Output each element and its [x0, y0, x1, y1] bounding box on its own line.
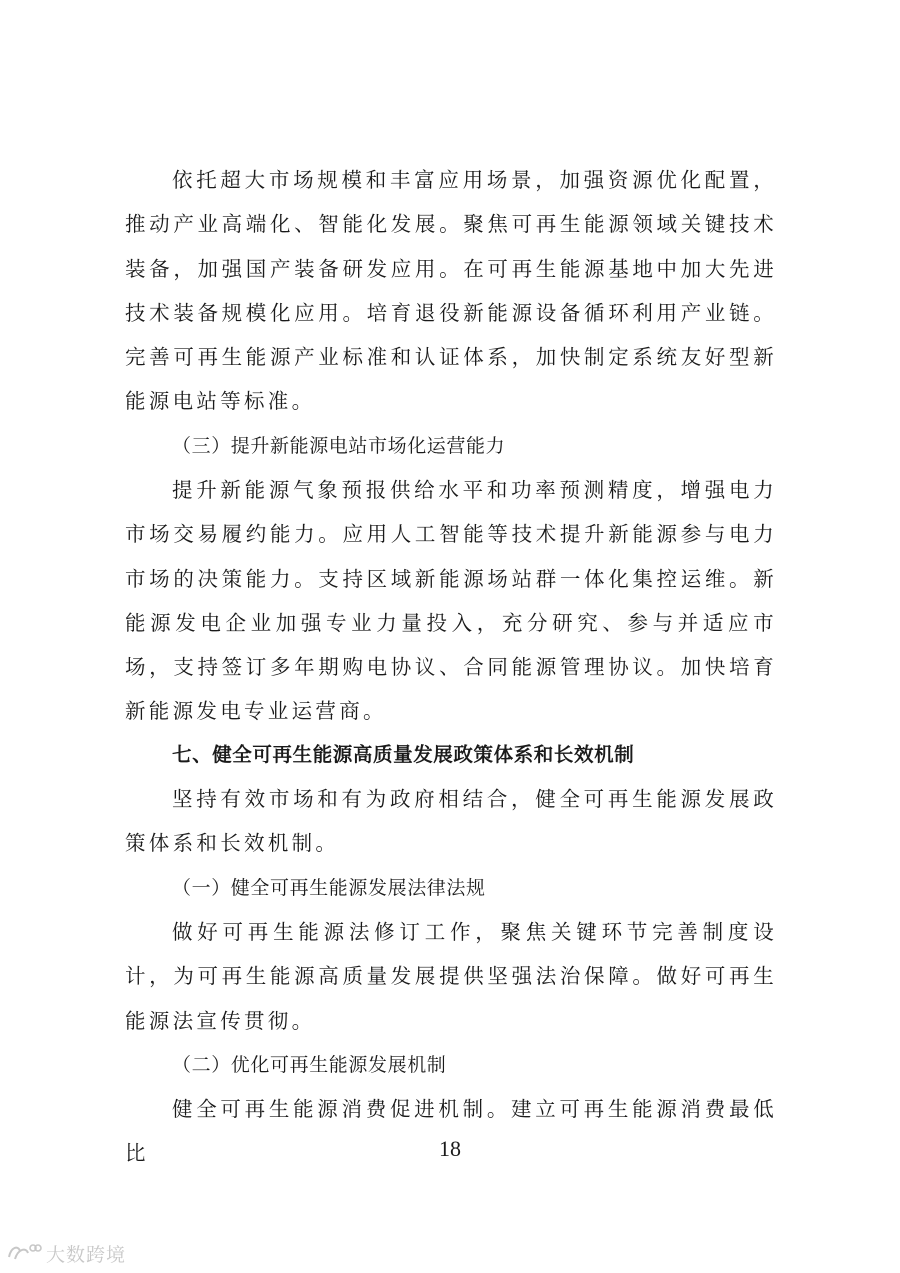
watermark: [6, 1238, 126, 1268]
subheading-development-mechanism: （二）优化可再生能源发展机制: [172, 1054, 447, 1076]
page-number: 18: [439, 1136, 461, 1161]
paragraph-industry-upgrading: 依托超大市场规模和丰富应用场景，加强资源优化配置，推动产业高端化、智能化发展。聚焦可再生能源领域关键技术装备，加强国产装备研发应用。在可再生能源基地中加大先进技术装备规模化应用。培育退役新能源设备循环利用产业链。完善可再生能源产业标准和认证体系，加快制定系统友好型新能源电站等标准。: [125, 168, 777, 414]
section-heading-policy-system: 七、健全可再生能源高质量发展政策体系和长效机制: [172, 743, 635, 766]
paragraph-legal-framework: 做好可再生能源法修订工作，聚焦关键环节完善制度设计，为可再生能源高质量发展提供坚强法治保障。做好可再生能源法宣传贯彻。: [125, 920, 777, 1033]
subheading-legal-framework: （一）健全可再生能源发展法律法规: [172, 877, 486, 899]
paragraph-market-operation: 提升新能源气象预报供给水平和功率预测精度，增强电力市场交易履约能力。应用人工智能等技术提升新能源参与电力市场的决策能力。支持区域新能源场站群一体化集控运维。新能源发电企业加强专业力量投入，充分研究、参与并适应市场，支持签订多年期购电协议、合同能源管理协议。加快培育新能源发电专业运营商。: [125, 478, 777, 724]
paragraph-policy-system: 坚持有效市场和有为政府相结合，健全可再生能源发展政策体系和长效机制。: [125, 787, 777, 856]
watermark-text: 大数跨境: [46, 1243, 127, 1266]
subheading-market-operation: （三）提升新能源电站市场化运营能力: [172, 435, 506, 457]
paragraph-development-mechanism: 健全可再生能源消费促进机制。建立可再生能源消费最低比: [125, 1097, 777, 1166]
brand-logo-icon: [6, 1239, 42, 1267]
